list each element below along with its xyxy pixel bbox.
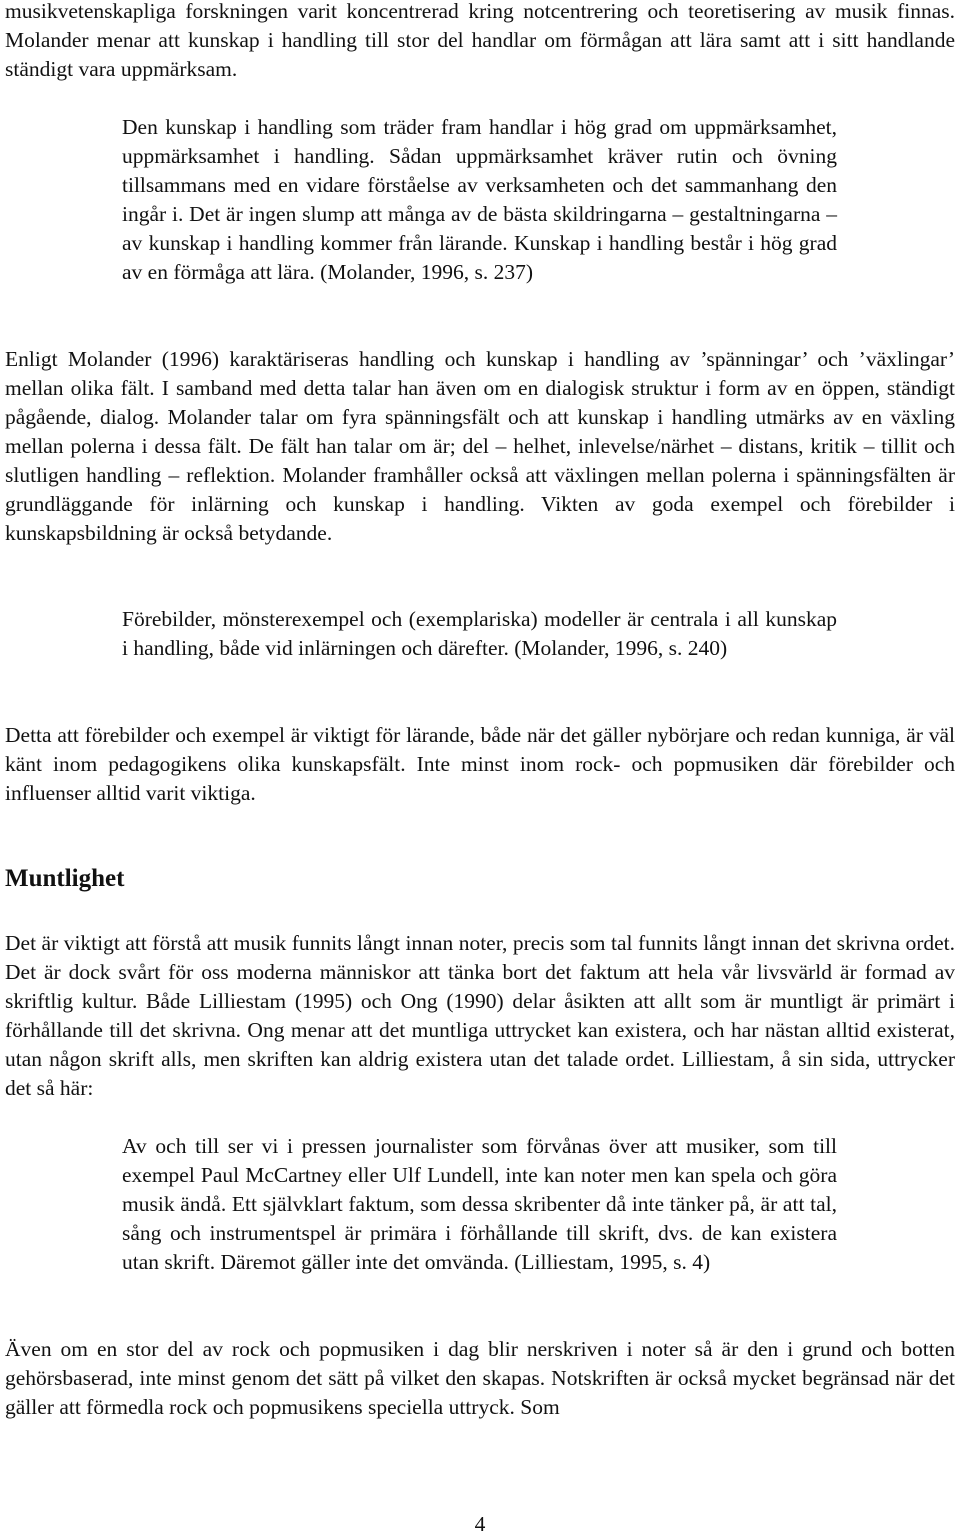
paragraph-spanningsfalt: Enligt Molander (1996) karaktäriseras handling och kunskap i handling av ’spänningar’ och ’växlingar’ mellan olika fält. I samband med detta talar han även om en dialogisk struktur i form av en öppen, ständigt pågående, dialog. Molander talar om fyra spänningsfält och att kunskap i handling utmärks av en växling mellan polerna i dessa fält. De fält han talar om är; del – helhet, inlevelse/närhet – distans, kritik – tillit och slutligen handling – reflektion. Molander framhåller också att växlingen mellan polerna i spänningsfälten är grundläggande för inlärning och kunskap i handling. Vikten av goda exempel och förebilder i kunskapsbildning är också betydande. bbox=[5, 347, 955, 545]
paragraph-muntlighet: Det är viktigt att förstå att musik funnits långt innan noter, precis som tal funnits långt innan det skrivna ordet. Det är dock svårt för oss moderna människor att tänka bort det faktum att hela vår livsvärld är formad av skriftlig kultur. Både Lilliestam (1995) och Ong (1990) delar åsikten att allt som är muntligt är primärt i förhållande till det skrivna. Ong menar att det muntliga uttrycket kan existera, och har nästan alltid existerat, utan någon skrift alls, men skriften kan aldrig existera utan det talade ordet. Lilliestam, å sin sida, uttrycker det så här: bbox=[5, 931, 955, 1100]
page-number: 4 bbox=[474, 1512, 486, 1536]
section-heading: Muntlighet bbox=[5, 865, 125, 892]
paragraph-forebilder: Detta att förebilder och exempel är viktigt för lärande, både när det gäller nybörjare och redan kunniga, är väl känt inom pedagogikens olika kunskapsfält. Inte minst inom rock- och popmusiken där förebilder och influenser alltid varit viktiga. bbox=[5, 723, 955, 805]
block-quote-lilliestam: Av och till ser vi i pressen journalister som förvånas över att musiker, som till exempel Paul McCartney eller Ulf Lundell, inte kan noter men kan spela och göra musik ändå. Ett självklart faktum, som dessa skribenter då inte tänker på, är att tal, sång och instrumentspel är primära i förhållande till skrift, dvs. de kan existera utan skrift. Däremot gäller inte det omvända. (Lilliestam, 1995, s. 4) bbox=[122, 1134, 837, 1274]
paragraph-molander-intro: musikvetenskapliga forskningen varit koncentrerad kring notcentrering och teoretisering av musik finnas. Molander menar att kunskap i handling till stor del handlar om förmågan att lära samt att i sitt handlande ständigt vara uppmärksam. bbox=[5, 0, 955, 81]
block-quote-molander-240: Förebilder, mönsterexempel och (exemplariska) modeller är centrala i all kunskap i handling, både vid inlärningen och därefter. (Molander, 1996, s. 240) bbox=[122, 607, 837, 660]
paragraph-gehorsbaserad: Även om en stor del av rock och popmusiken i dag blir nerskriven i noter så är den i grund och botten gehörsbaserad, inte minst genom det sätt på vilket den skapas. Notskriften är också mycket begränsad när det gäller att förmedla rock och popmusikens speciella uttryck. Som bbox=[5, 1337, 955, 1419]
block-quote-molander-237: Den kunskap i handling som träder fram handlar i hög grad om uppmärksamhet, uppmärksamhet i handling. Sådan uppmärksamhet kräver rutin och övning tillsammans med en vidare förståelse av verksamheten och det sammanhang den ingår i. Det är ingen slump att många av de bästa skildringarna – gestaltningarna – av kunskap i handling kommer från lärande. Kunskap i handling består i hög grad av en förmåga att lära. (Molander, 1996, s. 237) bbox=[122, 115, 837, 284]
